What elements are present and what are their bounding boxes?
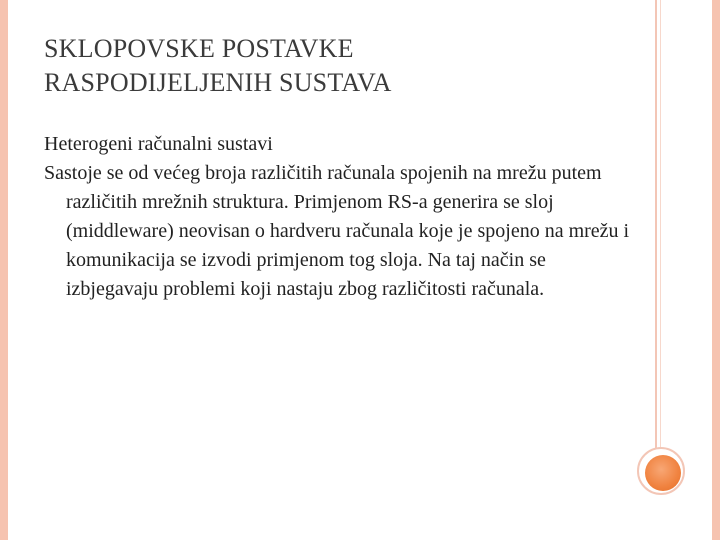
slide-content	[44, 130, 634, 304]
slide-title	[44, 32, 644, 100]
right-decorative-rule-inner	[660, 0, 661, 452]
content-paragraph: Sastoje se od većeg broja različitih računala spojenih na mrežu putem različitih mrežnih struktura. Primjenom RS-a generira se sloj (middleware) neovisan o hardveru računala koje je spojeno na mrežu i komunikacija se izvodi primjenom tog sloja. Na taj način se izbjegavaju problemi koji nastaju zbog različitosti računala.	[44, 162, 630, 300]
slide-title-line-1: SKLOPOVSKE POSTAVKE	[44, 34, 354, 63]
right-decorative-rule	[655, 0, 657, 452]
circle-ornament-dot	[645, 455, 681, 491]
content-heading: Heterogeni računalni sustavi	[44, 133, 273, 155]
slide-title-line-2: RASPODIJELJENIH SUSTAVA	[44, 68, 392, 97]
